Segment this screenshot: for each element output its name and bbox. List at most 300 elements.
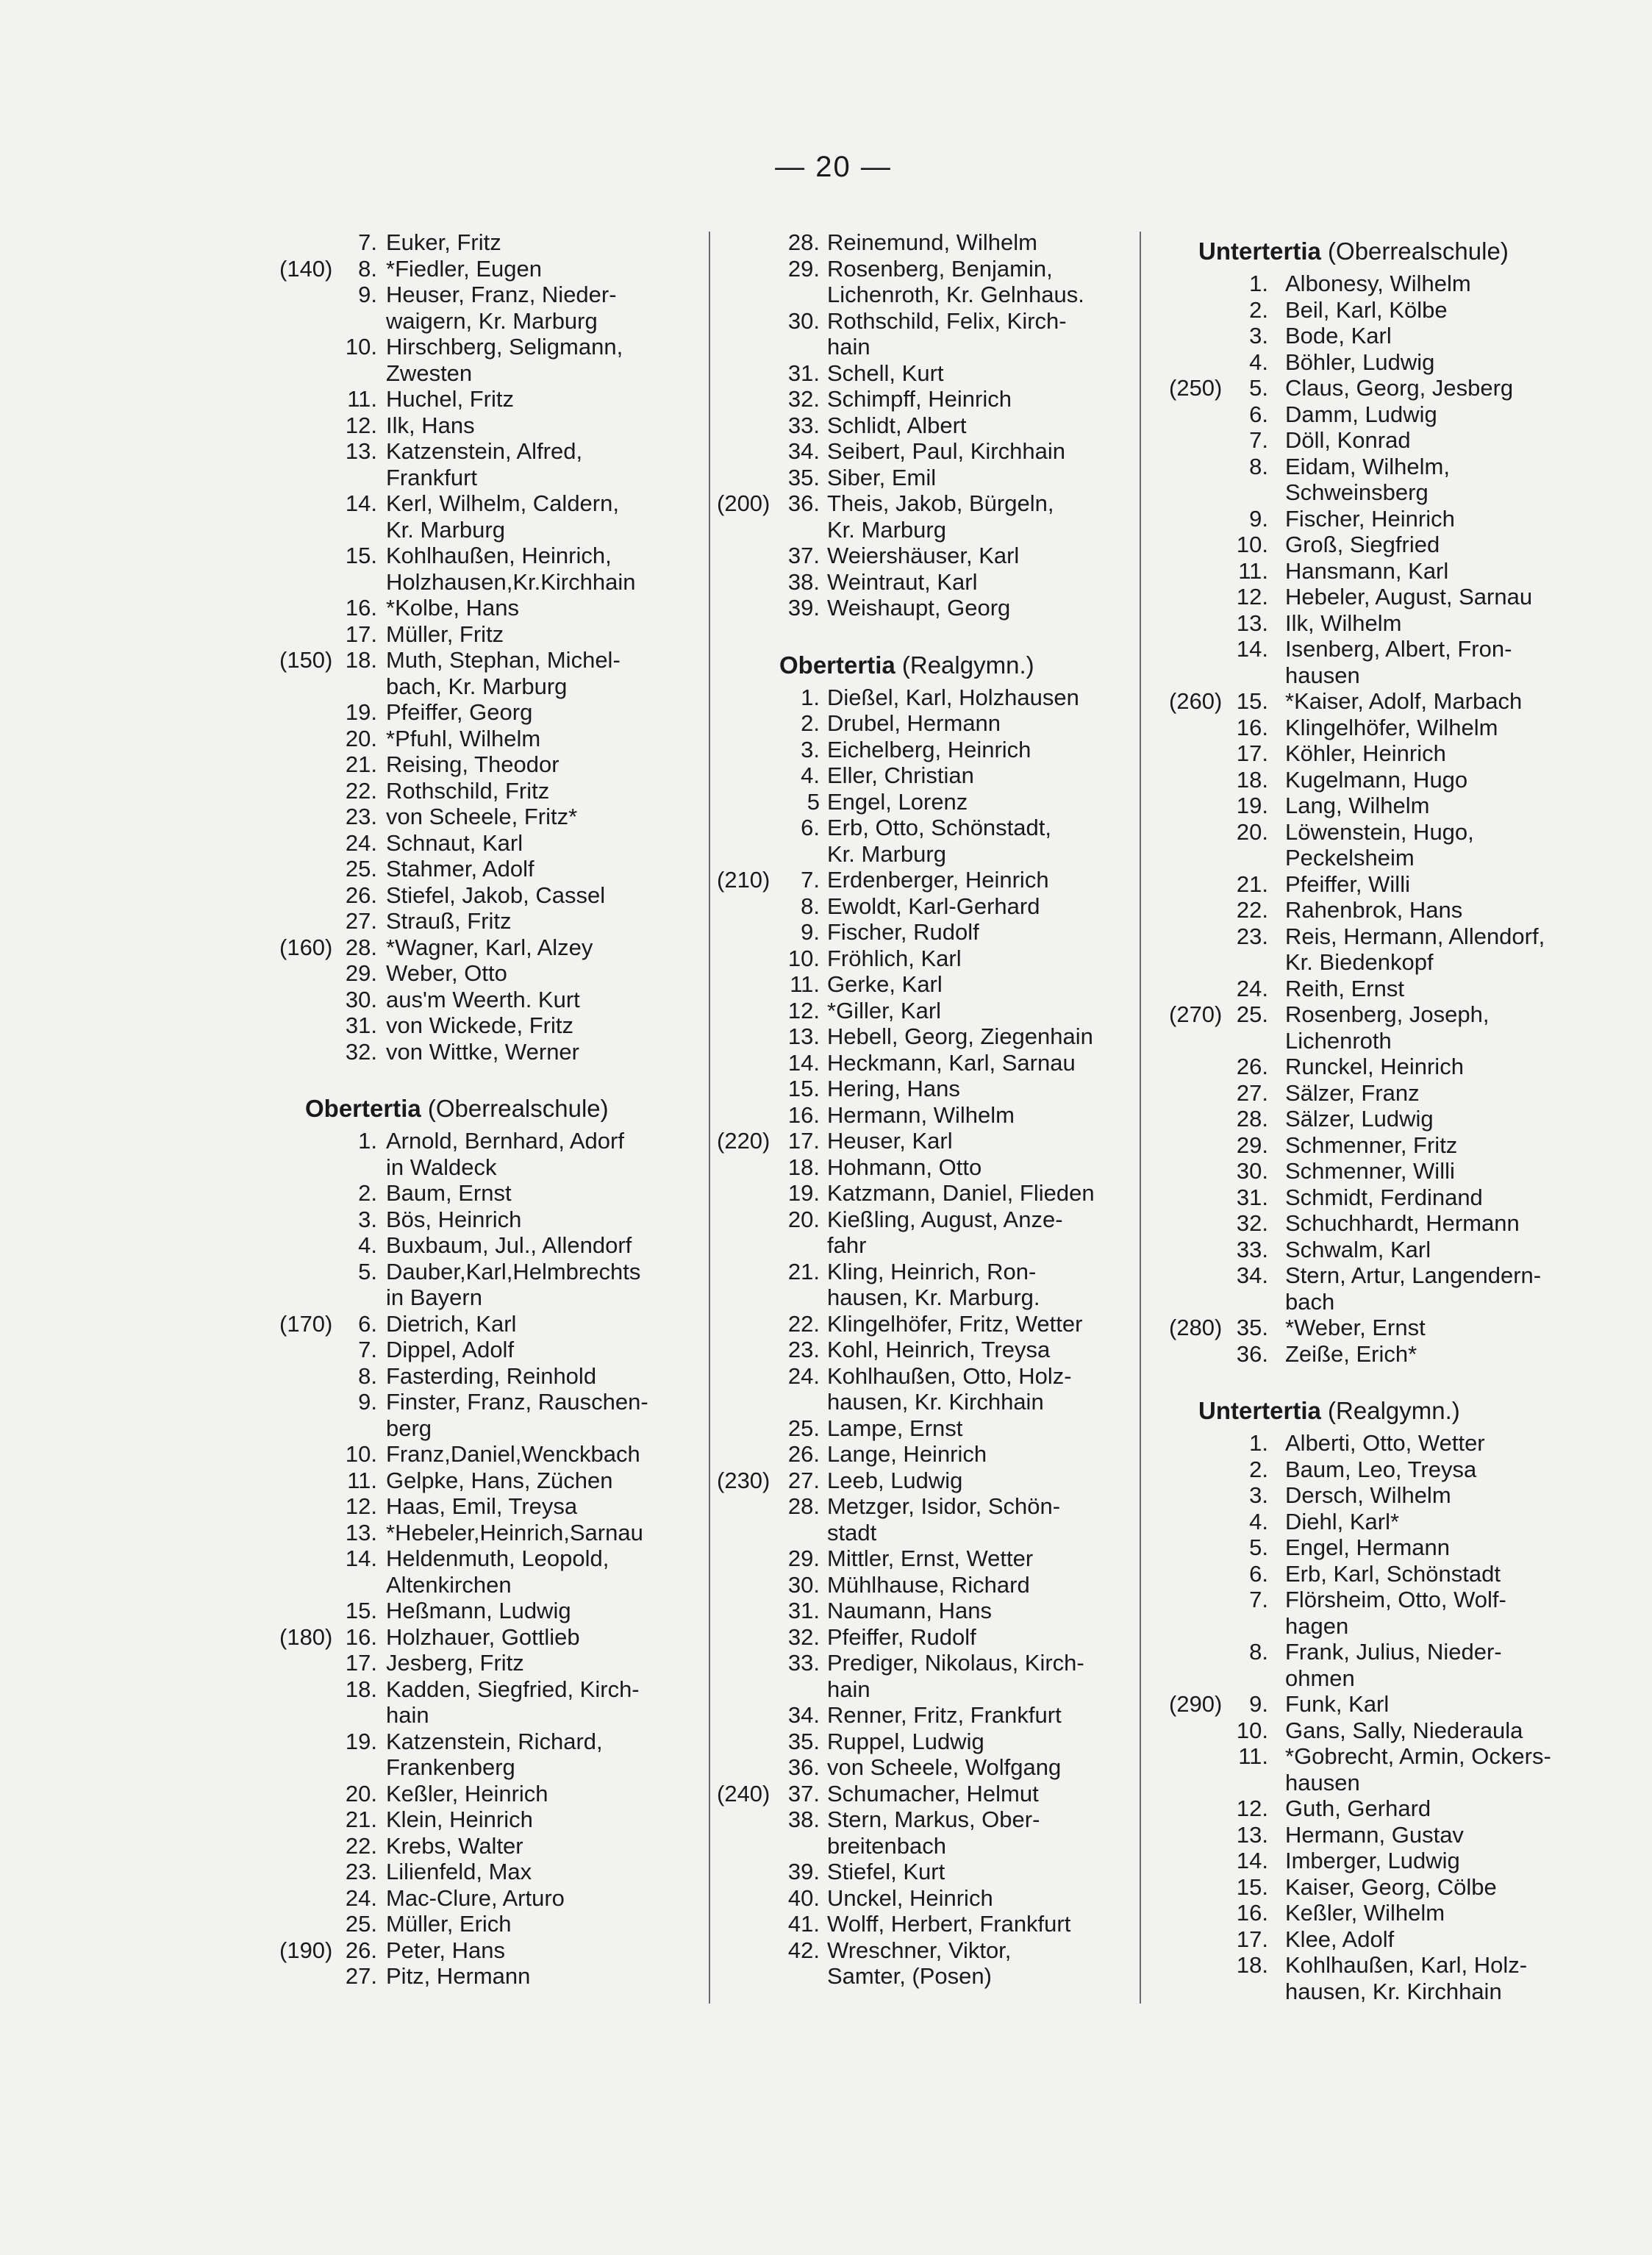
student-entry-continuation (1151, 1979, 1606, 2005)
student-name: Heuser, Karl (827, 1128, 953, 1154)
student-entry (709, 308, 1151, 335)
student-entry-continuation (261, 1754, 702, 1781)
student-name: hausen, Kr. Marburg. (827, 1284, 1040, 1310)
class-heading-title: Obertertia (779, 651, 895, 679)
entry-number: 4. (358, 1232, 377, 1258)
student-name: Heuser, Franz, Nieder- (386, 282, 617, 307)
entry-number: 32. (1236, 1210, 1268, 1236)
student-entry-continuation (261, 1415, 702, 1442)
student-name: Dietrich, Karl (386, 1310, 517, 1337)
student-name: bach (1285, 1288, 1335, 1315)
student-name: Pfeiffer, Willi (1285, 871, 1410, 897)
student-name: Ilk, Hans (386, 412, 475, 438)
student-entry-continuation (1151, 662, 1606, 689)
student-entry (261, 1598, 702, 1624)
student-entry (261, 229, 702, 256)
entry-number: 36. (787, 490, 820, 516)
page-number: — 20 — (775, 151, 892, 183)
entry-number: 8. (1249, 453, 1268, 479)
student-entry-continuation (709, 1833, 1151, 1859)
entry-number: 12. (345, 1493, 377, 1519)
student-name: Funk, Karl (1285, 1691, 1390, 1717)
student-entry (709, 1468, 1151, 1494)
student-entry (261, 1311, 702, 1337)
student-entry-continuation (1151, 1665, 1606, 1692)
student-name: Reising, Theodor (386, 751, 559, 777)
entry-number: 29. (787, 255, 820, 282)
student-name: Rosenberg, Joseph, (1285, 1001, 1490, 1027)
column-1 (261, 229, 702, 1990)
entry-number: 18. (345, 1676, 377, 1702)
entry-number: 12. (345, 412, 377, 438)
student-entry (1151, 1952, 1606, 1979)
student-name: Böhler, Ludwig (1285, 349, 1435, 375)
student-name: Ruppel, Ludwig (827, 1728, 984, 1754)
student-name: von Wittke, Werner (386, 1038, 580, 1065)
column-3 (1151, 229, 1606, 2004)
student-name: Mac-Clure, Arturo (386, 1884, 565, 1911)
student-name: hagen (1285, 1612, 1349, 1639)
section-gap (261, 1065, 702, 1087)
student-name: Hebell, Georg, Ziegenhain (827, 1023, 1093, 1049)
student-name: breitenbach (827, 1832, 947, 1859)
entry-number: 15. (787, 1076, 820, 1101)
running-total: (280) (1169, 1315, 1223, 1340)
student-entry (1151, 923, 1606, 950)
student-name: Gelpke, Hans, Züchen (386, 1467, 613, 1493)
entry-number: 17. (1236, 1926, 1268, 1952)
student-entry (1151, 871, 1606, 898)
student-name: Schmidt, Ferdinand (1285, 1184, 1483, 1210)
student-name: Schlidt, Albert (827, 412, 967, 438)
entry-number: 18. (787, 1154, 820, 1180)
entry-number: 6. (801, 815, 820, 840)
student-entry (261, 804, 702, 830)
student-entry (1151, 1509, 1606, 1535)
student-entry (709, 1806, 1151, 1833)
student-entry (1151, 1926, 1606, 1953)
student-name: *Fiedler, Eugen (386, 255, 542, 282)
student-entry-continuation (709, 841, 1151, 868)
entry-number: 7. (1249, 1587, 1268, 1612)
student-entry (1151, 636, 1606, 662)
student-name: Fischer, Heinrich (1285, 505, 1455, 532)
entry-number: 19. (345, 699, 377, 725)
entry-number: 31. (345, 1012, 377, 1038)
running-total: (290) (1169, 1691, 1223, 1717)
student-entry (709, 360, 1151, 387)
entry-number: 14. (787, 1049, 820, 1076)
entry-number: 39. (787, 595, 820, 621)
entry-number: 7. (358, 1337, 377, 1362)
entry-number: 28. (787, 229, 820, 255)
student-name: Euker, Fritz (386, 229, 501, 255)
entry-number: 1. (1249, 271, 1268, 296)
student-name: Schnaut, Karl (386, 829, 523, 856)
student-entry (1151, 793, 1606, 819)
entry-number: 4. (1249, 1508, 1268, 1534)
student-entry (1151, 976, 1606, 1002)
student-name: Köhler, Heinrich (1285, 740, 1446, 766)
student-name: hausen (1285, 662, 1360, 688)
entry-number: 4. (1249, 349, 1268, 375)
student-name: Erb, Otto, Schönstadt, (827, 815, 1051, 840)
entry-number: 37. (787, 1780, 820, 1806)
entry-number: 9. (358, 282, 377, 307)
entry-number: 24. (1236, 975, 1268, 1001)
student-entry-continuation (1151, 1028, 1606, 1054)
student-name: Naumann, Hans (827, 1598, 993, 1623)
student-name: Kohlhaußen, Heinrich, (386, 543, 612, 568)
student-name: hain (386, 1702, 429, 1728)
student-entry (709, 1885, 1151, 1912)
entry-number: 35. (787, 464, 820, 490)
student-entry (709, 490, 1151, 517)
student-entry (709, 998, 1151, 1024)
student-entry (709, 543, 1151, 569)
student-entry (261, 543, 702, 569)
student-name: Klingelhöfer, Fritz, Wetter (827, 1310, 1083, 1337)
entry-number: 8. (1249, 1639, 1268, 1665)
entry-number: 13. (345, 1519, 377, 1545)
entry-number: 15. (345, 543, 377, 568)
student-name: Peckelsheim (1285, 845, 1415, 871)
running-total: (250) (1169, 375, 1223, 401)
student-entry (1151, 897, 1606, 923)
student-entry (1151, 1262, 1606, 1289)
student-name: Rosenberg, Benjamin, (827, 255, 1053, 282)
student-name: Holzhausen,Kr.Kirchhain (386, 568, 636, 595)
student-name: Bös, Heinrich (386, 1206, 522, 1232)
entry-number: 12. (1236, 1795, 1268, 1821)
student-entry (709, 1259, 1151, 1285)
entry-number: 20. (1236, 818, 1268, 845)
student-name: Groß, Siegfried (1285, 532, 1440, 557)
student-name: Kohlhaußen, Karl, Holz- (1285, 1952, 1528, 1978)
student-entry (261, 1441, 702, 1468)
student-name: Muth, Stephan, Michel- (386, 647, 621, 673)
entry-number: 30. (1236, 1158, 1268, 1184)
student-name: Döll, Konrad (1285, 427, 1411, 453)
student-name: Holzhauer, Gottlieb (386, 1623, 580, 1650)
student-name: Huchel, Fritz (386, 386, 514, 412)
student-entry (261, 960, 702, 987)
student-entry (1151, 1457, 1606, 1483)
student-entry (1151, 740, 1606, 767)
student-name: Löwenstein, Hugo, (1285, 818, 1474, 845)
student-entry (1151, 323, 1606, 349)
student-entry (1151, 1718, 1606, 1744)
student-entry (261, 438, 702, 465)
entry-number: 26. (1236, 1054, 1268, 1079)
student-entry (709, 1128, 1151, 1154)
entry-number: 8. (358, 1362, 377, 1389)
student-entry (709, 256, 1151, 282)
running-total: (230) (717, 1467, 770, 1493)
entry-number: 25. (345, 856, 377, 882)
student-name: Weiershäuser, Karl (827, 543, 1020, 568)
student-entry (261, 726, 702, 752)
running-total: (150) (279, 647, 333, 673)
student-name: Dersch, Wilhelm (1285, 1482, 1451, 1508)
student-entry (709, 1207, 1151, 1233)
student-entry-continuation (1151, 845, 1606, 871)
student-entry-continuation (261, 308, 702, 335)
student-name: hausen, Kr. Kirchhain (1285, 1978, 1502, 2004)
entry-number: 20. (787, 1206, 820, 1232)
student-name: Albonesy, Wilhelm (1285, 271, 1471, 296)
class-heading-title: Untertertia (1198, 1397, 1321, 1424)
student-name: *Hebeler,Heinrich,Sarnau (386, 1519, 643, 1545)
entry-number: 10. (345, 1441, 377, 1467)
student-entry-continuation (261, 360, 702, 387)
student-name: hausen, Kr. Kirchhain (827, 1389, 1044, 1415)
student-entry-continuation (261, 673, 702, 700)
student-name: Sälzer, Franz (1285, 1079, 1420, 1106)
student-entry (709, 465, 1151, 491)
student-entry-continuation (709, 1389, 1151, 1415)
entry-number: 27. (345, 1963, 377, 1989)
student-entry (709, 1493, 1151, 1520)
student-entry (1151, 715, 1606, 741)
entry-number: 38. (787, 1806, 820, 1832)
entry-number: 20. (345, 1780, 377, 1806)
entry-number: 34. (1236, 1262, 1268, 1288)
student-name: Keßler, Wilhelm (1285, 1900, 1445, 1926)
student-entry-continuation (261, 1702, 702, 1729)
student-entry (709, 1754, 1151, 1781)
entry-number: 11. (790, 971, 820, 997)
student-name: Sälzer, Ludwig (1285, 1106, 1434, 1132)
student-name: Leeb, Ludwig (827, 1467, 963, 1493)
student-name: Klee, Adolf (1285, 1926, 1395, 1952)
student-entry (1151, 1430, 1606, 1457)
student-entry-continuation (709, 334, 1151, 360)
student-name: Fasterding, Reinhold (386, 1362, 597, 1389)
student-name: Weintraut, Karl (827, 568, 978, 595)
student-entry (261, 1806, 702, 1833)
entry-number: 14. (345, 1545, 377, 1571)
running-total: (240) (717, 1780, 770, 1806)
entry-number: 36. (787, 1754, 820, 1780)
student-name: Wolff, Herbert, Frankfurt (827, 1911, 1071, 1937)
student-name: Altenkirchen (386, 1571, 512, 1598)
running-total: (160) (279, 934, 333, 960)
student-entry (261, 1963, 702, 1990)
student-entry-continuation (709, 1232, 1151, 1259)
student-entry (1151, 1587, 1606, 1613)
entry-number: 7. (1249, 427, 1268, 453)
entry-number: 24. (787, 1362, 820, 1389)
entry-number: 11. (347, 386, 377, 412)
student-name: Lichenroth (1285, 1027, 1392, 1054)
entry-number: 6. (1249, 1560, 1268, 1587)
student-name: Schweinsberg (1285, 479, 1428, 505)
student-name: Theis, Jakob, Bürgeln, (827, 490, 1054, 516)
student-name: Pfeiffer, Rudolf (827, 1623, 976, 1650)
student-name: Mittler, Ernst, Wetter (827, 1545, 1034, 1571)
entry-number: 28. (345, 934, 377, 960)
student-name: Damm, Ludwig (1285, 401, 1437, 427)
entry-number: 27. (1236, 1079, 1268, 1106)
student-entry-continuation (1151, 1770, 1606, 1796)
entry-number: 33. (787, 1650, 820, 1676)
student-entry (261, 1859, 702, 1885)
entry-number: 3. (1249, 323, 1268, 349)
student-name: Kaiser, Georg, Cölbe (1285, 1873, 1497, 1900)
student-name: Reith, Ernst (1285, 975, 1404, 1001)
student-entry (709, 1180, 1151, 1207)
student-entry (261, 934, 702, 961)
student-entry (709, 1076, 1151, 1102)
student-entry (1151, 349, 1606, 376)
class-heading (1151, 229, 1606, 271)
entry-number: 9. (1249, 505, 1268, 532)
student-entry (709, 971, 1151, 998)
student-entry (261, 1833, 702, 1859)
student-entry (709, 412, 1151, 439)
student-name: Schwalm, Karl (1285, 1236, 1431, 1262)
entry-number: 39. (787, 1859, 820, 1884)
entry-number: 28. (787, 1493, 820, 1519)
student-name: Kohl, Heinrich, Treysa (827, 1337, 1051, 1362)
entry-number: 32. (345, 1038, 377, 1065)
student-name: Renner, Fritz, Frankfurt (827, 1702, 1062, 1728)
student-entry (1151, 767, 1606, 793)
class-heading-school: (Oberrealschule) (421, 1095, 609, 1122)
entry-number: 19. (787, 1180, 820, 1206)
entry-number: 11. (347, 1467, 377, 1493)
entry-number: 35. (1236, 1315, 1268, 1340)
student-name: *Pfuhl, Wilhelm (386, 725, 541, 751)
student-name: Müller, Fritz (386, 621, 504, 647)
student-name: Keßler, Heinrich (386, 1780, 548, 1806)
entry-number: 1. (1249, 1430, 1268, 1456)
entry-number: 24. (345, 1884, 377, 1911)
entry-number: 5. (358, 1258, 377, 1284)
student-entry (261, 1729, 702, 1755)
student-entry (1151, 1848, 1606, 1874)
student-name: Hebeler, August, Sarnau (1285, 584, 1533, 610)
student-entry (261, 830, 702, 857)
entry-number: 22. (345, 1832, 377, 1859)
student-name: Jesberg, Fritz (386, 1650, 524, 1676)
student-entry (261, 1259, 702, 1285)
student-entry (709, 1781, 1151, 1807)
entry-number: 36. (1236, 1340, 1268, 1367)
student-name: Lampe, Ernst (827, 1415, 963, 1441)
entry-number: 31. (787, 360, 820, 386)
student-entry (709, 685, 1151, 711)
student-name: Alberti, Otto, Wetter (1285, 1430, 1485, 1456)
entry-number: 31. (787, 1598, 820, 1623)
entry-number: 13. (787, 1023, 820, 1049)
entry-number: 14. (345, 490, 377, 516)
student-entry (709, 1337, 1151, 1363)
student-entry (709, 1415, 1151, 1442)
entry-number: 11. (1238, 557, 1268, 584)
student-name: Schimpff, Heinrich (827, 386, 1012, 412)
student-entry (261, 621, 702, 648)
student-name: Erdenberger, Heinrich (827, 867, 1049, 893)
student-name: Beil, Karl, Kölbe (1285, 296, 1448, 323)
entry-number: 6. (358, 1310, 377, 1337)
entry-number: 10. (345, 334, 377, 360)
entry-number: 16. (1236, 1900, 1268, 1926)
class-heading-school: (Oberrealschule) (1320, 237, 1509, 265)
student-name: Guth, Gerhard (1285, 1795, 1431, 1821)
entry-number: 41. (787, 1911, 820, 1937)
entry-number: 23. (345, 804, 377, 829)
student-entry (709, 1624, 1151, 1651)
entry-number: 5. (1249, 375, 1268, 401)
student-entry (709, 1911, 1151, 1937)
student-name: Lange, Heinrich (827, 1441, 987, 1467)
entry-number: 38. (787, 568, 820, 595)
student-name: Kling, Heinrich, Ron- (827, 1258, 1037, 1284)
student-entry (1151, 297, 1606, 324)
student-name: Dauber,Karl,Helmbrechts (386, 1258, 641, 1284)
entry-number: 3. (358, 1206, 377, 1232)
entry-number: 12. (1236, 584, 1268, 610)
entry-number: 1. (801, 684, 820, 710)
student-name: Samter, (Posen) (827, 1963, 992, 1989)
entry-number: 21. (345, 751, 377, 777)
student-entry (709, 1650, 1151, 1676)
student-name: Engel, Hermann (1285, 1534, 1451, 1560)
running-total: (210) (717, 867, 770, 893)
student-entry (1151, 1900, 1606, 1926)
student-entry (709, 1050, 1151, 1076)
entry-number: 16. (1236, 714, 1268, 740)
entry-number: 30. (787, 1571, 820, 1598)
student-entry (709, 893, 1151, 920)
student-entry (261, 1545, 702, 1572)
student-entry (709, 762, 1151, 789)
student-entry (1151, 1210, 1606, 1237)
student-name: Müller, Erich (386, 1911, 512, 1937)
student-name: Runckel, Heinrich (1285, 1054, 1464, 1079)
student-entry (261, 1363, 702, 1390)
student-entry (261, 908, 702, 934)
student-name: Kr. Biedenkopf (1285, 949, 1434, 975)
student-name: Buxbaum, Jul., Allendorf (386, 1232, 632, 1258)
student-name: Dippel, Adolf (386, 1337, 515, 1362)
student-name: Schmenner, Fritz (1285, 1132, 1458, 1158)
student-name: Hansmann, Karl (1285, 557, 1449, 584)
entry-number: 4. (801, 762, 820, 788)
entry-number: 22. (345, 777, 377, 804)
student-entry (709, 1023, 1151, 1050)
entry-number: 17. (345, 1650, 377, 1676)
entry-number: 9. (1249, 1691, 1268, 1717)
student-entry-continuation (261, 1284, 702, 1311)
student-name: Ewoldt, Karl-Gerhard (827, 893, 1040, 919)
student-name: Frankenberg (386, 1754, 515, 1780)
student-name: *Gobrecht, Armin, Ockers- (1285, 1743, 1551, 1769)
entry-number: 14. (1236, 1848, 1268, 1873)
student-name: Stiefel, Kurt (827, 1859, 945, 1884)
running-total: (270) (1169, 1001, 1223, 1027)
entry-number: 2. (801, 710, 820, 736)
student-entry (261, 256, 702, 282)
student-name: Baum, Ernst (386, 1180, 512, 1206)
entry-number: 33. (787, 412, 820, 438)
entry-number: 2. (358, 1180, 377, 1206)
student-entry (261, 1520, 702, 1546)
student-entry-continuation (261, 517, 702, 543)
student-entry (709, 737, 1151, 763)
